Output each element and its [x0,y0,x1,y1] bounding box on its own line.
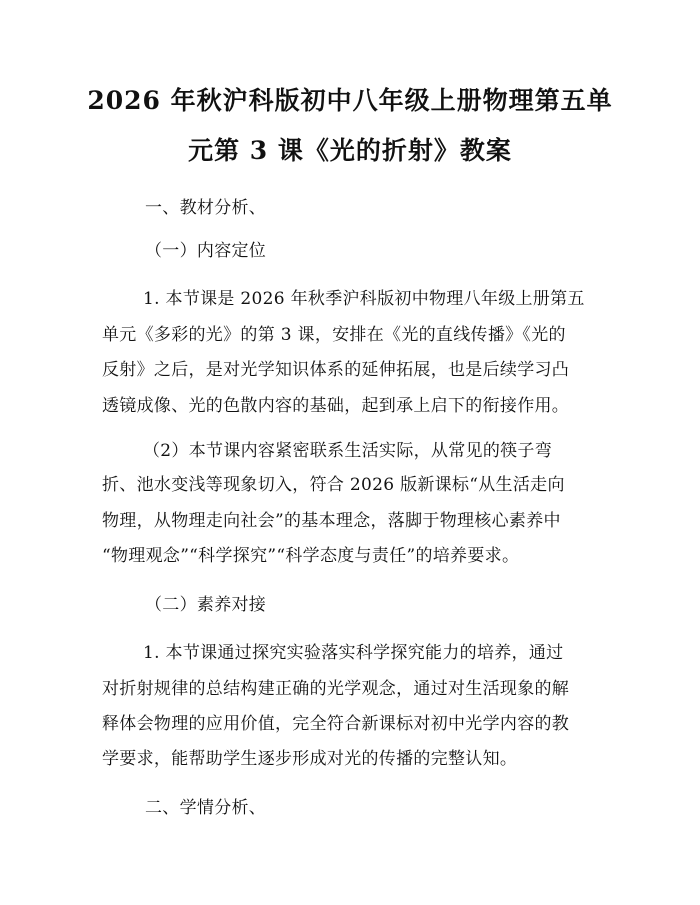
subsection-heading-literacy-link: （二）素养对接 [145,595,267,615]
paragraph-3-line-2: 对折射规律的总结构建正确的光学观念，通过对生活现象的解 [102,679,570,699]
paragraph-1-line-1: 1. 本节课是 2026 年秋季沪科版初中物理八年级上册第五 [143,289,585,309]
paragraph-1-line-4: 透镜成像、光的色散内容的基础，起到承上启下的衔接作用。 [102,396,570,416]
subsection-heading-content-position: （一）内容定位 [145,241,267,261]
paragraph-2-line-3: 物理，从物理走向社会”的基本理念，落脚于物理核心素养中 [102,511,561,531]
paragraph-1-line-3: 反射》之后，是对光学知识体系的延伸拓展，也是后续学习凸 [102,360,570,380]
paragraph-2-line-4: “物理观念”“科学探究”“科学态度与责任”的培养要求。 [102,546,520,566]
paragraph-3-line-3: 释体会物理的应用价值，完全符合新课标对初中光学内容的教 [102,714,570,734]
section-heading-student-analysis: 二、学情分析、 [145,798,267,818]
section-heading-teaching-material: 一、教材分析、 [145,198,267,218]
paragraph-2-line-2: 折、池水变浅等现象切入，符合 2026 版新课标“从生活走向 [102,475,565,495]
paragraph-1-line-2: 单元《多彩的光》的第 3 课，安排在《光的直线传播》《光的 [102,325,566,345]
paragraph-3-line-1: 1. 本节课通过探究实验落实科学探究能力的培养，通过 [143,643,564,663]
paragraph-2-line-1: （2）本节课内容紧密联系生活实际，从常见的筷子弯 [143,441,553,461]
document-title-line-2: 元第 3 课《光的折射》教案 [188,136,512,165]
paragraph-3-line-4: 学要求，能帮助学生逐步形成对光的传播的完整认知。 [102,749,518,769]
document-title-line-1: 2026 年秋沪科版初中八年级上册物理第五单 [87,86,613,115]
